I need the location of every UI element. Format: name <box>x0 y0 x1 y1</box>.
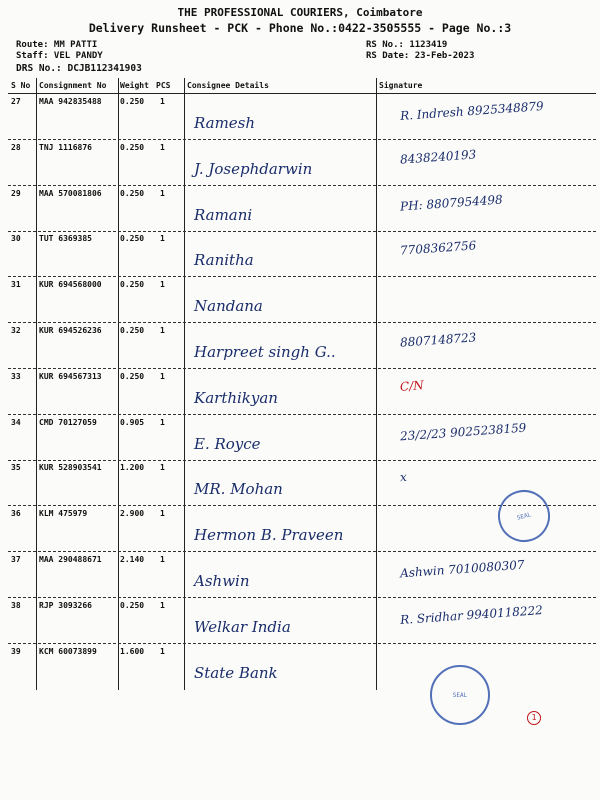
sno-cell: 37 <box>11 555 21 564</box>
pcs-cell: 1 <box>160 97 165 106</box>
pcs-cell: 1 <box>160 646 165 656</box>
signature-handwriting: 7708362756 <box>399 238 477 259</box>
table-row <box>8 415 596 461</box>
sno-cell: 35 <box>11 463 21 473</box>
table-row <box>8 231 596 277</box>
runsheet-subtitle: Delivery Runsheet - PCK - Phone No.:0422-3505555 - Page No.:3 <box>88 21 512 35</box>
consignment-cell: MAA 290488671 <box>39 555 102 564</box>
consignee-handwriting: Hermon B. Praveen <box>194 526 344 545</box>
pcs-cell: 1 <box>160 600 165 610</box>
rs-date: RS Date: 23-Feb-2023 <box>366 51 475 61</box>
pcs-cell: 1 <box>160 326 165 335</box>
pcs-cell: 1 <box>160 417 165 427</box>
col-pcs: PCS <box>156 81 171 90</box>
col-sno: S No <box>11 81 31 90</box>
signature-handwriting: x <box>399 470 408 485</box>
consignee-handwriting: Welkar India <box>194 617 291 636</box>
sno-cell: 29 <box>11 188 21 198</box>
company-seal-stamp: SEAL <box>492 484 556 548</box>
consignee-handwriting: Ashwin <box>194 572 250 590</box>
signature-handwriting: C/N <box>399 377 425 394</box>
pcs-cell: 1 <box>160 188 165 198</box>
sno-cell: 34 <box>11 417 21 427</box>
rs-number: RS No.: 1123419 <box>366 40 448 50</box>
weight-cell: 0.905 <box>120 417 145 427</box>
signature-handwriting: 8438240193 <box>399 147 477 167</box>
table-row <box>8 323 596 369</box>
signature-handwriting: 8807148723 <box>399 330 477 350</box>
consignment-cell: MAA 570081806 <box>39 188 102 198</box>
sno-cell: 36 <box>11 509 21 519</box>
company-title: THE PROFESSIONAL COURIERS, Coimbatore <box>177 6 423 19</box>
pcs-cell: 1 <box>160 509 165 519</box>
sno-cell: 39 <box>11 646 21 656</box>
sno-cell: 28 <box>11 142 21 152</box>
col-signature: Signature <box>379 81 423 90</box>
page-mark: 1 <box>527 711 541 725</box>
weight-cell: 0.250 <box>120 142 145 152</box>
consignee-handwriting: Ramani <box>194 205 253 224</box>
table-row <box>8 598 596 644</box>
table-row <box>8 644 596 689</box>
pcs-cell: 1 <box>160 371 165 381</box>
col-weight: Weight <box>120 81 149 90</box>
route-label: Route: MM PATTI <box>16 40 98 50</box>
sno-cell: 30 <box>11 234 21 244</box>
table-row <box>8 277 596 323</box>
weight-cell: 0.250 <box>120 326 145 335</box>
col-consignee: Consignee Details <box>187 81 269 90</box>
consignment-cell: TNJ 1116876 <box>39 142 92 152</box>
pcs-cell: 1 <box>160 234 165 244</box>
consignment-cell: CMD 70127059 <box>39 417 97 427</box>
runsheet-table <box>8 78 596 690</box>
pcs-cell: 1 <box>160 280 165 290</box>
bank-seal-stamp: SEAL <box>430 665 490 725</box>
weight-cell: 0.250 <box>120 371 145 381</box>
weight-cell: 0.250 <box>120 280 145 290</box>
consignee-handwriting: Ramesh <box>194 114 256 132</box>
consignment-cell: TUT 6369385 <box>39 234 92 244</box>
consignment-cell: KLM 475979 <box>39 509 88 519</box>
consignee-handwriting: E. Royce <box>194 434 261 453</box>
consignee-handwriting: Harpreet singh G.. <box>194 343 336 361</box>
consignee-handwriting: J. Josephdarwin <box>194 159 313 178</box>
pcs-cell: 1 <box>160 555 165 564</box>
consignment-cell: KCM 60073899 <box>39 646 97 656</box>
sno-cell: 27 <box>11 97 21 106</box>
weight-cell: 0.250 <box>120 234 145 244</box>
consignee-handwriting: Nandana <box>194 297 263 316</box>
sno-cell: 31 <box>11 280 21 290</box>
weight-cell: 2.140 <box>120 555 145 564</box>
consignment-cell: RJP 3093266 <box>39 600 92 610</box>
consignee-handwriting: State Bank <box>194 663 278 682</box>
sno-cell: 32 <box>11 326 21 335</box>
signature-handwriting: PH: 8807954498 <box>399 192 504 214</box>
pcs-cell: 1 <box>160 142 165 152</box>
signature-handwriting: R. Sridhar 9940118222 <box>399 602 544 627</box>
consignment-cell: MAA 942835488 <box>39 97 102 106</box>
table-row <box>8 369 596 415</box>
sno-cell: 33 <box>11 371 21 381</box>
signature-handwriting: Ashwin 7010080307 <box>399 557 525 581</box>
weight-cell: 2.900 <box>120 509 145 519</box>
consignment-cell: KUR 694526236 <box>39 326 102 335</box>
table-row <box>8 94 596 140</box>
consignment-cell: KUR 528903541 <box>39 463 102 473</box>
col-consignment: Consignment No <box>39 81 107 90</box>
consignment-cell: KUR 694568000 <box>39 280 102 290</box>
signature-handwriting: R. Indresh 8925348879 <box>399 99 545 123</box>
consignee-handwriting: Ranitha <box>194 251 254 270</box>
consignee-handwriting: Karthikyan <box>194 388 278 407</box>
signature-handwriting: 23/2/23 9025238159 <box>399 420 527 443</box>
consignment-cell: KUR 694567313 <box>39 371 102 381</box>
drs-number: DRS No.: DCJB112341903 <box>16 63 142 74</box>
table-row <box>8 552 596 598</box>
weight-cell: 0.250 <box>120 600 145 610</box>
consignee-handwriting: MR. Mohan <box>194 480 283 499</box>
weight-cell: 0.250 <box>120 188 145 198</box>
weight-cell: 0.250 <box>120 97 145 106</box>
table-row <box>8 140 596 186</box>
weight-cell: 1.600 <box>120 646 145 656</box>
sno-cell: 38 <box>11 600 21 610</box>
pcs-cell: 1 <box>160 463 165 473</box>
staff-label: Staff: VEL PANDY <box>16 51 103 61</box>
weight-cell: 1.200 <box>120 463 145 473</box>
table-row <box>8 186 596 232</box>
